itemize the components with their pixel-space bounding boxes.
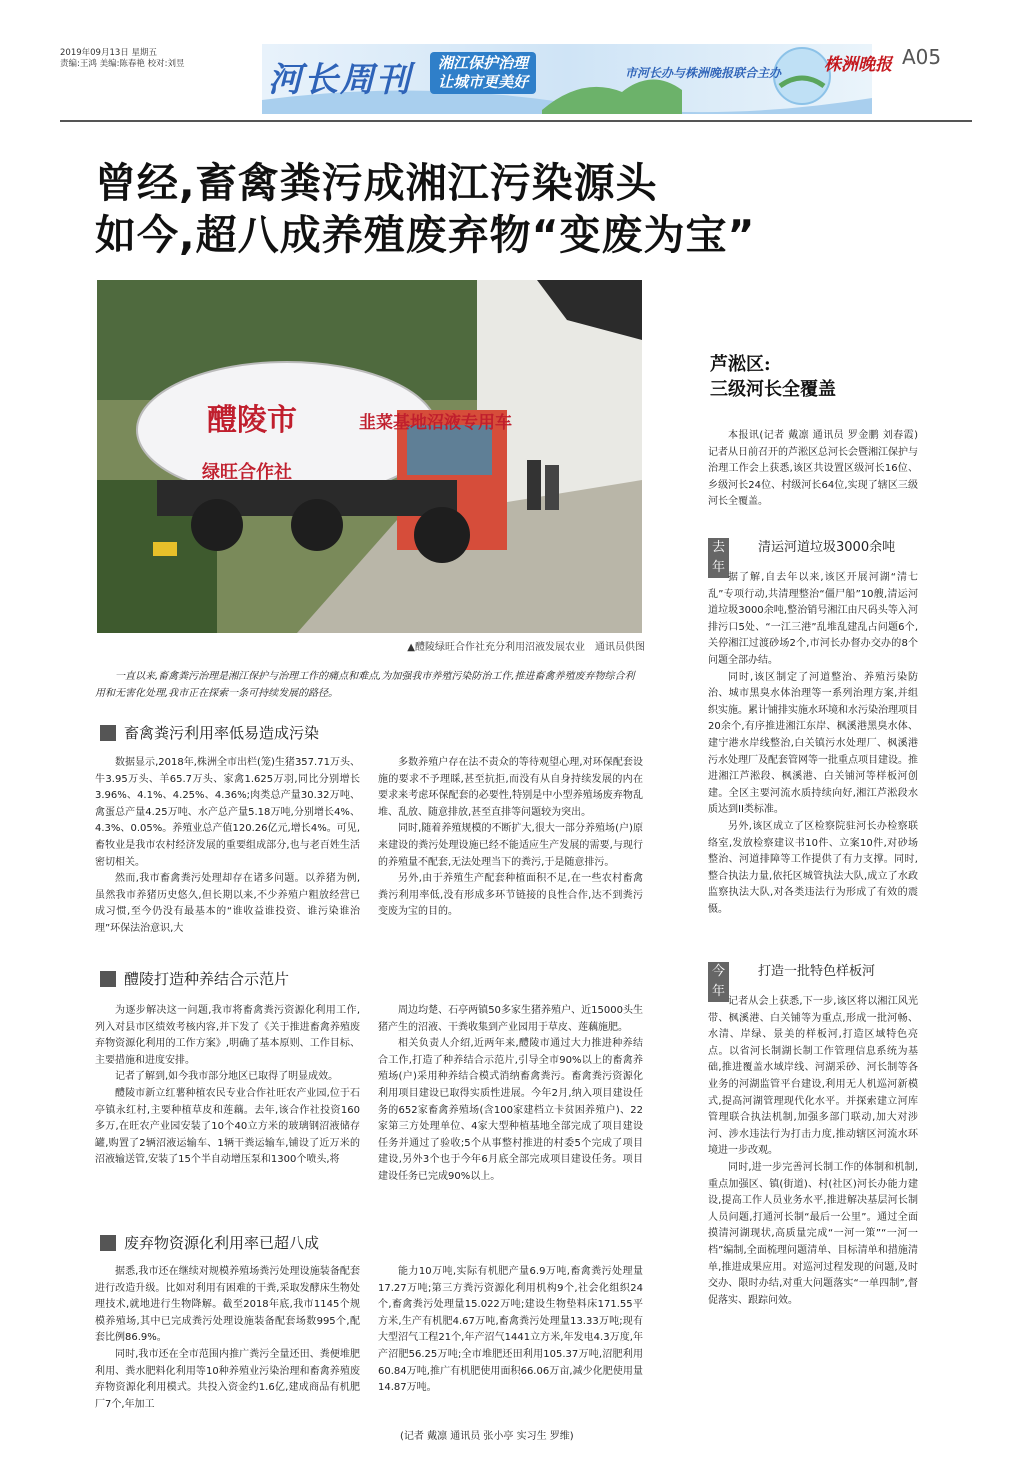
section-3-left-column: [95, 1264, 360, 1413]
sidebar-tag: 去年: [708, 538, 729, 578]
header-rule: [60, 120, 972, 122]
paragraph: 另外,由于养殖生产配套种植面积不足,在一些农村畜禽粪污利用率低,没有形成多环节链接的良性合作,达不到粪污变废为宝的目的。: [378, 873, 643, 918]
section-marker: [100, 1235, 116, 1251]
sidebar-section-title: 打造一批特色样板河: [758, 964, 876, 979]
paragraph: 数据显示,2018年,株洲全市出栏(笼)生猪357.71万头、牛3.95万头、羊65.7万头、家禽1.625万羽,同比分别增长3.96%、4.1%、4.25%、4.36%;肉类总产量30.32万吨、禽蛋总产量4.25万吨、水产总产量5.18万吨,分别增长4%、4.3%、0.05%。养殖业总产值120.26亿元,增长4%。可见,畜牧业是我市农村经济发展的重要组成部分,也与老百姓生活密切相关。: [95, 757, 360, 868]
paragraph: 能力10万吨,实际有机肥产量6.9万吨,畜禽粪污处理量17.27万吨;第三方粪污资源化利用机构9个,社会化组织24个,畜禽粪污处理量15.022万吨;建设生物垫料床171.55平方米,生产有机肥4.67万吨,畜禽粪污处理量13.33万吨;现有大型沼气工程21个,年产沼气1441立方米,年发电4.3万度,年产沼肥56.25万吨;全市堆肥还田利用105.37万吨,沼肥利用60.84万吨,推广有机肥使用面积66.06万亩,减少化肥使用量14.87万吨。: [378, 1266, 643, 1394]
sidebar-section-2-body: [708, 994, 918, 1309]
headline-line-1: 曾经,畜禽粪污成湘江污染源头: [95, 159, 658, 207]
paragraph: 多数养殖户存在法不责众的等待观望心理,对环保配套设施的要求不予理睬,甚至抗拒,而没有从自身持续发展的内在要求来考虑环保配套的必要性,特别是中小型养殖场废弃物乱堆、乱放、随意排放,甚至直排等问题较为突出。: [378, 757, 643, 818]
paragraph: 本报讯(记者 戴凛 通讯员 罗金鹏 刘春霞)记者从日前召开的芦淞区总河长会暨湘江保护与治理工作会上获悉,该区共设置区级河长16位、乡级河长24位、村级河长64位,实现了辖区三级河长全覆盖。: [708, 430, 918, 508]
paragraph: 相关负责人介绍,近两年来,醴陵市通过大力推进种养结合工作,打造了种养结合示范片,引导全市90%以上的畜禽养殖场(户)采用种养结合模式消纳畜禽粪污。畜禽粪污资源化利用项目建设已取得实质性进展。今年2月,纳入项目建设任务的652家畜禽养殖场(含100家建档立卡贫困养殖户)、22家第三方处理单位、4家大型种植基地全部完成了项目建设任务并通过了验收;5个从事整村推进的村委5个完成了项目建设,另外3个也于今年6月底全部完成项目建设任务。项目建设任务已完成90%以上。: [378, 1038, 643, 1182]
slogan: [430, 52, 536, 94]
paragraph: 另外,该区成立了区检察院驻河长办检察联络室,发放检察建议书10件、立案10件,对砂场整治、河道排障等工作提供了有力支撑。同时,整合执法力量,依托区城管执法大队,成立了水政监察执法大队,对各类违法行为形成了有效的震慑。: [708, 820, 918, 915]
tanker-truck-photo: [97, 280, 642, 633]
paragraph: 同时,我市还在全市范围内推广粪污全量还田、粪便堆肥利用、粪水肥料化利用等10种养殖业污染治理和畜禽养殖废弃物资源化利用模式。共投入资金约1.6亿,建成商品有机肥厂7个,年加工: [95, 1348, 360, 1410]
truck-text-coop: 绿旺合作社: [202, 462, 292, 483]
section-title: 河长周刊: [268, 60, 412, 100]
article-byline: (记者 戴凛 通讯员 张小亭 实习生 罗维): [400, 1431, 574, 1442]
paragraph: 同时,随着养殖规模的不断扩大,很大一部分养殖场(户)原来建设的粪污处理设施已经不能适应生产发展的需要,与现行的养殖量不配套,无法处理当下的粪污,于是随意排污。: [378, 823, 643, 868]
photo-caption: ▲醴陵绿旺合作社充分利用沼液发展农业 通讯员供图: [407, 642, 645, 653]
paper-logo: 株洲晚报: [824, 55, 892, 75]
truck-text-purpose: 韭菜基地沼液专用车: [359, 413, 512, 433]
sidebar-section-title: 清运河道垃圾3000余吨: [758, 540, 896, 555]
paragraph: 据了解,自去年以来,该区开展河湖“清七乱”专项行动,共清理整治“僵尸船”10艘,清运河道垃圾3000余吨,整治销号湘江由尺码头等入河排污口5处、“一江三港”乱堆乱建乱占问题6个,关停湘江过渡砂场2个,市河长办督办交办的8个问题全部办结。: [708, 572, 918, 666]
paragraph: 醴陵市新立红薯种植农民专业合作社旺农产业园,位于石亭镇永红村,主要种植草皮和莲藕。去年,该合作社投资160多万,在旺农产业园安装了10个40立方米的玻璃钢沼液储存罐,购置了2辆沼液运输车、1辆干粪运输车,铺设了近万米的沼液输送管,安装了15个半自动增压泵和1300个喷头,将: [95, 1087, 360, 1166]
truck-text-city: 醴陵市: [207, 403, 297, 438]
article-lead: 一直以来,畜禽粪污治理是湘江保护与治理工作的痛点和难点,为加强我市养殖污染防治工作,推进畜禽养殖废弃物综合利用和无害化处理,我市正在探索一条可持续发展的路径。: [95, 671, 635, 699]
slogan-line-2: 让城市更美好: [438, 73, 529, 91]
paragraph: 为逐步解决这一问题,我市将畜禽粪污资源化利用工作,列入对县市区绩效考核内容,并下发了《关于推进畜禽养殖废弃物资源化利用的工作方案》,明确了基本原则、工作目标、主要措施和进度安排。: [95, 1005, 360, 1066]
paragraph: 据悉,我市还在继续对规模养殖场粪污处理设施装备配套进行改造升级。比如对利用有困难的干粪,采取发酵床生物处理技术,就地进行生物降解。截至2018年底,我市1145个规模养殖场,其中已完成粪污处理设施装备配套场数995个,配套比例86.9%。: [95, 1266, 360, 1344]
headline-line-2: 如今,超八成养殖废弃物“变废为宝”: [95, 211, 756, 259]
paragraph: 然而,我市畜禽粪污处理却存在诸多问题。以养猪为例,虽然我市养猪历史悠久,但长期以来,不少养殖户粗放经营已成习惯,至今仍没有最基本的“谁收益谁投资、谁污染谁治理”环保法治意识,大: [95, 873, 360, 934]
sidebar-title: [710, 352, 836, 402]
issue-meta: [60, 48, 260, 70]
section-marker: [100, 725, 116, 741]
paragraph: 周边均楚、石亭两镇50多家生猪养殖户、近15000头生猪产生的沼液、干粪收集到产业园用于草皮、莲藕施肥。: [378, 1005, 643, 1033]
section-3-right-column: [378, 1264, 643, 1397]
section-title-1: 畜禽粪污利用率低易造成污染: [124, 724, 320, 742]
paragraph: 记者了解到,如今我市部分地区已取得了明显成效。: [115, 1071, 339, 1083]
section-marker: [100, 971, 116, 987]
paragraph: 记者从会上获悉,下一步,该区将以湘江风光带、枫溪港、白关铺等为重点,形成一批河畅、水清、岸绿、景美的样板河,打造区域特色亮点。以省河长制湖长制工作管理信息系统为基础,推进覆盖水域岸线、河湖采砂、河长制等各业务的河湖监管平台建设,利用无人机巡河新模式,提高河湖管理现代化水平。并探索建立河库管理联合执法机制,加强多部门联动,加大对涉河、涉水违法行为打击力度,推动辖区河流水环境进一步改观。: [708, 996, 918, 1157]
issue-editors: 责编:王鸿 美编:陈春艳 校对:刘昱: [60, 59, 185, 69]
paragraph: 同时,进一步完善河长制工作的体制和机制,重点加强区、镇(街道)、村(社区)河长办能力建设,提高工作人员业务水平,推进解决基层河长制人员问题,打通河长制“最后一公里”。通过全面摸清河湖现状,高质量完成“一河一策”“一河一档”编制,全面梳理问题清单、目标清单和措施清单,推进成果应用。对巡河过程发现的问题,及时交办、限时办结,对重大问题落实“一单四制”,督促落实、跟踪问效。: [708, 1161, 918, 1306]
section-heading-1: [100, 722, 640, 744]
section-title-3: 废弃物资源化利用率已超八成: [124, 1234, 320, 1252]
section-heading-3: [100, 1232, 640, 1254]
paragraph: 同时,该区制定了河道整治、养殖污染防治、城市黑臭水体治理等一系列治理方案,并组织实施。累计铺排实施水环境和水污染治理项目20余个,有序推进湘江东岸、枫溪港黑臭水体、建宁港水岸线整治,白关镇污水处理厂、枫溪港污水处理厂及配套管网等一批重点项目建设。推进湘江芦淞段、枫溪港、白关铺河等样板河创建。全区主要河流水质持续向好,湘江芦淞段水质达到II类标准。: [708, 671, 918, 816]
section-1-right-column: [378, 755, 643, 921]
section-heading-2: [100, 968, 640, 990]
section-2-left-column: [95, 1003, 360, 1169]
page-number: A05: [902, 45, 942, 69]
sidebar-section-1-body: [708, 570, 918, 918]
sidebar-title-line-1: 芦淞区:: [710, 354, 771, 375]
slogan-line-1: 湘江保护治理: [438, 54, 529, 72]
issue-date: 2019年09月13日 星期五: [60, 48, 157, 58]
sidebar-tag: 今年: [708, 962, 729, 1002]
section-1-left-column: [95, 755, 360, 938]
sidebar-intro: [708, 428, 918, 511]
sub-slogan: 市河长办与株洲晚报联合主办: [625, 66, 782, 80]
section-2-right-column: [378, 1003, 643, 1186]
sidebar-title-line-2: 三级河长全覆盖: [710, 379, 836, 400]
section-title-2: 醴陵打造种养结合示范片: [124, 970, 290, 988]
article-photo: [97, 280, 642, 633]
